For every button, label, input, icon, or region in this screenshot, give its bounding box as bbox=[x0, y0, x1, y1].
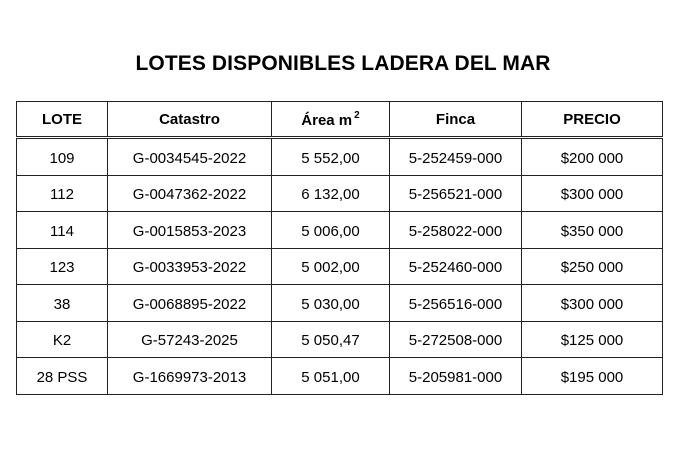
cell-area: 5 552,00 bbox=[272, 138, 390, 176]
cell-lote: 38 bbox=[17, 285, 108, 322]
table-header-row bbox=[17, 102, 663, 138]
cell-finca: 5-272508-000 bbox=[390, 321, 522, 358]
cell-finca: 5-256516-000 bbox=[390, 285, 522, 322]
cell-precio: $125 000 bbox=[522, 321, 663, 358]
cell-finca: 5-205981-000 bbox=[390, 358, 522, 395]
cell-lote: 112 bbox=[17, 175, 108, 212]
cell-precio: $300 000 bbox=[522, 285, 663, 322]
cell-precio: $250 000 bbox=[522, 248, 663, 285]
header-area bbox=[272, 102, 390, 138]
cell-catastro: G-1669973-2013 bbox=[108, 358, 272, 395]
table-row bbox=[17, 358, 663, 395]
cell-catastro: G-0047362-2022 bbox=[108, 175, 272, 212]
cell-precio: $300 000 bbox=[522, 175, 663, 212]
header-finca: Finca bbox=[390, 102, 522, 138]
cell-precio: $350 000 bbox=[522, 212, 663, 249]
cell-area: 5 050,47 bbox=[272, 321, 390, 358]
lots-table bbox=[16, 101, 663, 395]
table-row bbox=[17, 248, 663, 285]
header-area-superscript: 2 bbox=[354, 109, 360, 121]
cell-finca: 5-258022-000 bbox=[390, 212, 522, 249]
cell-catastro: G-0068895-2022 bbox=[108, 285, 272, 322]
header-area-label: Área m bbox=[301, 111, 353, 129]
cell-finca: 5-252459-000 bbox=[390, 138, 522, 176]
cell-lote: K2 bbox=[17, 321, 108, 358]
cell-lote: 28 PSS bbox=[17, 358, 108, 395]
cell-finca: 5-256521-000 bbox=[390, 175, 522, 212]
cell-area: 5 030,00 bbox=[272, 285, 390, 322]
cell-finca: 5-252460-000 bbox=[390, 248, 522, 285]
header-catastro: Catastro bbox=[108, 102, 272, 138]
cell-catastro: G-0034545-2022 bbox=[108, 138, 272, 176]
cell-precio: $195 000 bbox=[522, 358, 663, 395]
cell-catastro: G-0015853-2023 bbox=[108, 212, 272, 249]
cell-area: 5 006,00 bbox=[272, 212, 390, 249]
cell-precio: $200 000 bbox=[522, 138, 663, 176]
table-row bbox=[17, 321, 663, 358]
cell-catastro: G-0033953-2022 bbox=[108, 248, 272, 285]
page-title: LOTES DISPONIBLES LADERA DEL MAR bbox=[135, 52, 551, 75]
cell-lote: 123 bbox=[17, 248, 108, 285]
table-row bbox=[17, 212, 663, 249]
cell-lote: 114 bbox=[17, 212, 108, 249]
cell-catastro: G-57243-2025 bbox=[108, 321, 272, 358]
cell-area: 6 132,00 bbox=[272, 175, 390, 212]
table-row bbox=[17, 138, 663, 176]
header-precio: PRECIO bbox=[522, 102, 663, 138]
cell-area: 5 002,00 bbox=[272, 248, 390, 285]
cell-lote: 109 bbox=[17, 138, 108, 176]
table-row bbox=[17, 285, 663, 322]
header-lote: LOTE bbox=[17, 102, 108, 138]
table-row bbox=[17, 175, 663, 212]
cell-area: 5 051,00 bbox=[272, 358, 390, 395]
